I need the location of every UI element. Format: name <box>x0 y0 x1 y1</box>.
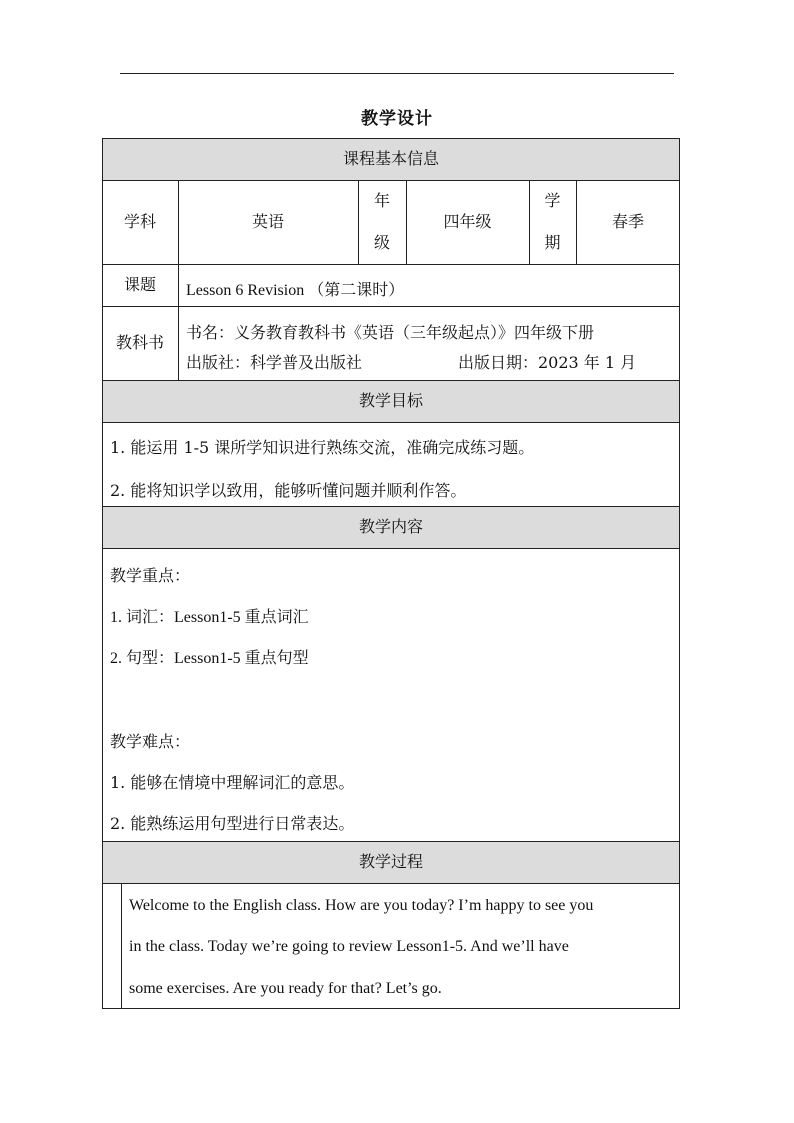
difficulty-item: 2. 能熟练运用句型进行日常表达。 <box>110 814 355 833</box>
table-border-bottom <box>102 1008 680 1009</box>
textbook-title: 书名：义务教育教科书《英语（三年级起点）》四年级下册 <box>186 323 595 342</box>
table-rule <box>102 883 680 884</box>
content-header: 教学内容 <box>358 517 423 536</box>
term-label-char: 学 <box>544 191 561 210</box>
lesson-plan-table <box>102 138 680 1009</box>
topic-value: Lesson 6 Revision （第二课时） <box>186 282 405 299</box>
difficulties-label: 教学难点： <box>110 732 191 751</box>
textbook-label: 教科书 <box>115 333 164 352</box>
subject-value: 英语 <box>251 212 284 231</box>
textbook-publisher: 出版社：科学普及出版社 <box>186 353 363 372</box>
key-point-item: 1. 词汇：Lesson1-5 重点词汇 <box>110 609 309 626</box>
table-rule <box>102 306 680 307</box>
process-text-line: some exercises. Are you ready for that? Let’s go. <box>129 980 442 997</box>
process-text-line: in the class. Today we’re going to review Lesson1-5. And we’ll have <box>129 938 569 955</box>
objective-item: 1. 能运用 1-5 课所学知识进行熟练交流，准确完成练习题。 <box>110 438 535 457</box>
term-label <box>529 180 576 264</box>
grade-label-char: 年 <box>373 191 390 210</box>
document-title: 教学设计 <box>361 109 433 129</box>
grade-value: 四年级 <box>443 212 492 231</box>
header-rule <box>120 73 674 74</box>
term-value: 春季 <box>611 212 644 231</box>
objective-item: 2. 能将知识学以致用，能够听懂问题并顺利作答。 <box>110 481 467 500</box>
process-text-line: Welcome to the English class. How are you today? I’m happy to see you <box>129 897 594 914</box>
table-rule <box>102 264 680 265</box>
table-rule <box>102 548 680 549</box>
process-inner-rule <box>121 883 122 1008</box>
basic-info-header: 课程基本信息 <box>342 149 439 168</box>
subject-label: 学科 <box>123 212 156 231</box>
process-header: 教学过程 <box>358 852 423 871</box>
key-point-item: 2. 句型：Lesson1-5 重点句型 <box>110 650 309 667</box>
grade-label-char: 级 <box>373 233 390 252</box>
difficulty-item: 1. 能够在情境中理解词汇的意思。 <box>110 773 355 792</box>
key-points-label: 教学重点： <box>110 566 191 585</box>
objectives-header: 教学目标 <box>358 391 423 410</box>
table-rule <box>102 422 680 423</box>
grade-label <box>358 180 406 264</box>
topic-label: 课题 <box>123 275 156 294</box>
term-label-char: 期 <box>544 233 561 252</box>
textbook-publish-date: 出版日期：2023 年 1 月 <box>458 353 637 372</box>
